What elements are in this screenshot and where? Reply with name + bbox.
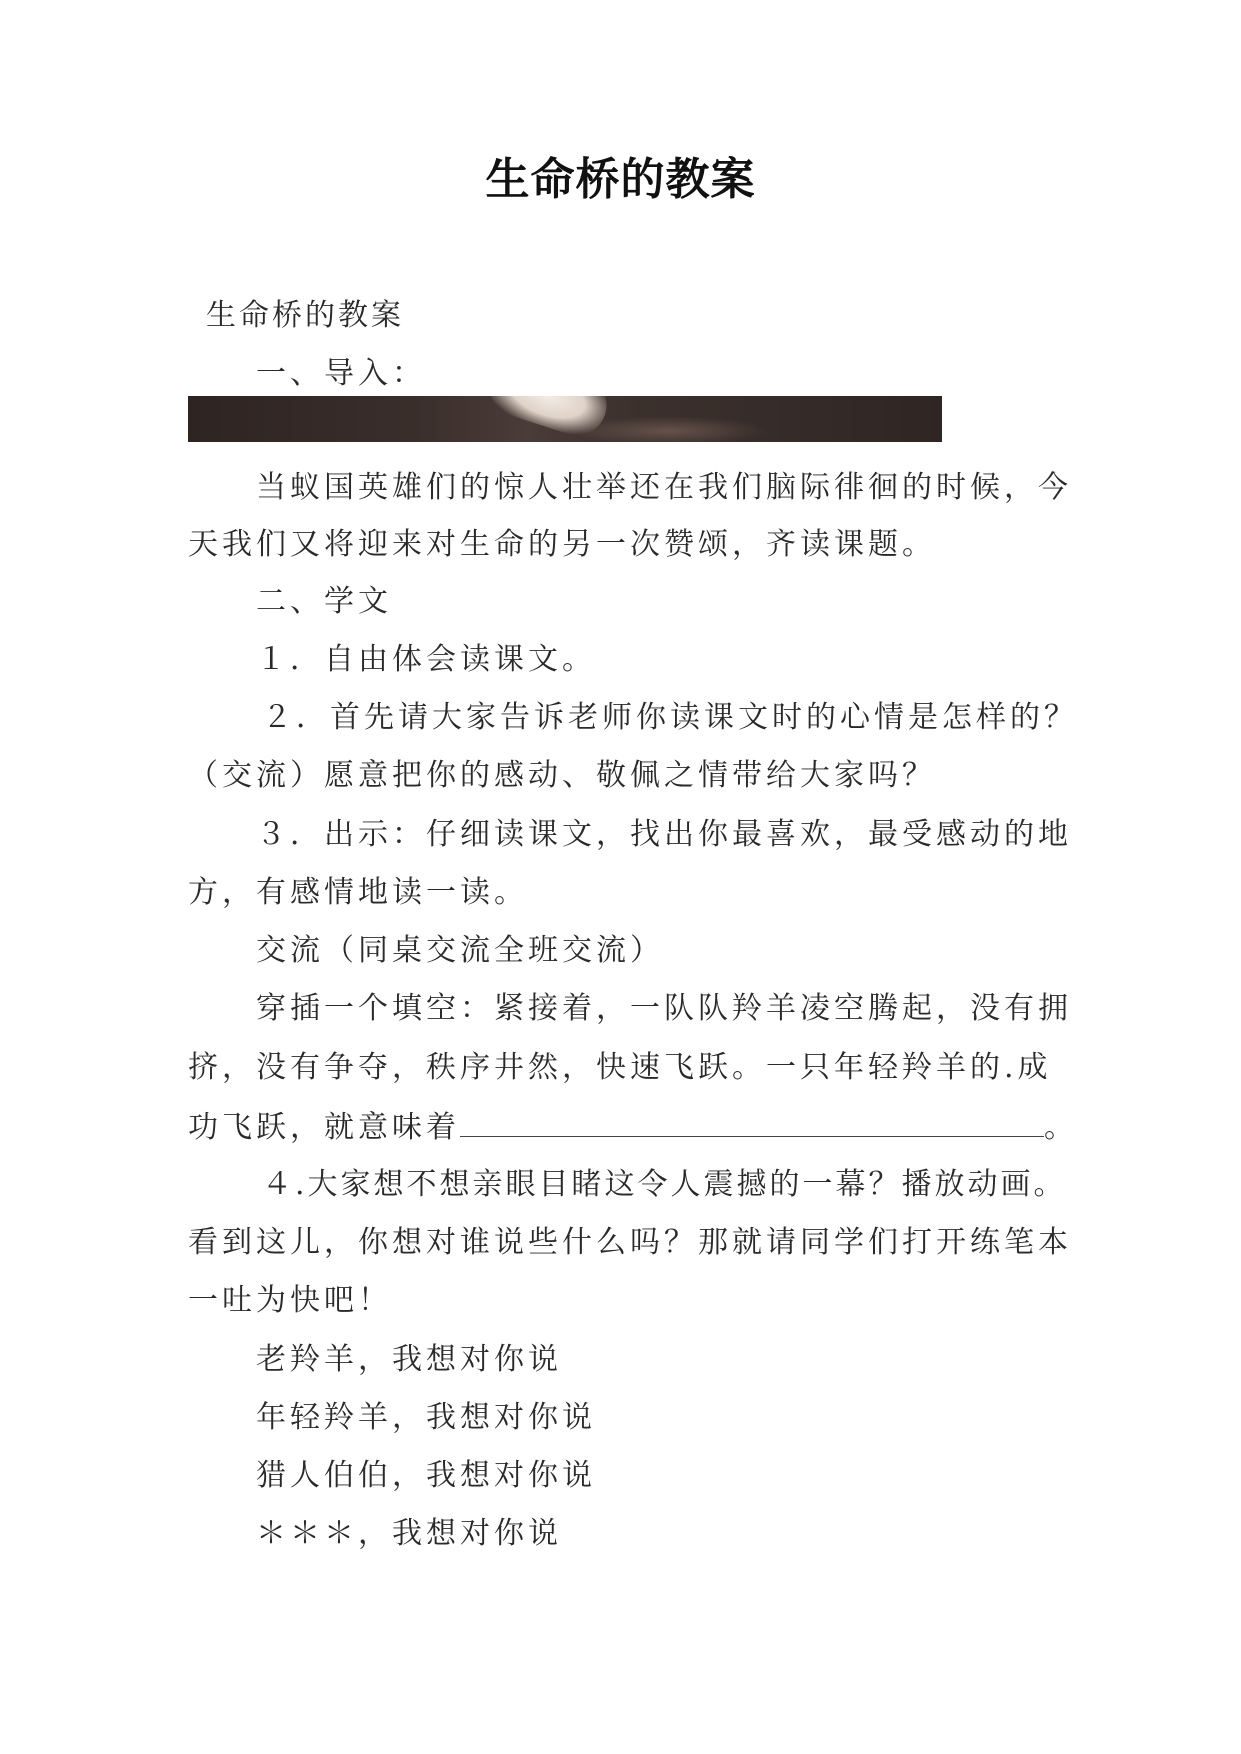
banner-image: [188, 396, 942, 442]
intro-paragraph-line-2: 天我们又将迎来对生命的另一次赞颂，齐读课题。: [188, 527, 936, 562]
intro-paragraph-line-1: 当蚁国英雄们的惊人壮举还在我们脑际徘徊的时候，今: [256, 470, 1072, 505]
fill-blank-suffix: 。: [1044, 1110, 1078, 1145]
step-3-line-1: ３．出示：仔细读课文，找出你最喜欢，最受感动的地: [256, 817, 1072, 852]
exchange-note: 交流（同桌交流全班交流）: [256, 933, 664, 968]
step-1: １．自由体会读课文。: [256, 642, 596, 677]
step-4-line-2: 看到这儿，你想对谁说些什么吗？那就请同学们打开练笔本: [188, 1225, 1072, 1260]
step-4-line-1: ４.大家想不想亲眼目睹这令人震撼的一幕？播放动画。: [262, 1167, 1067, 1202]
step-3-line-2: 方，有感情地读一读。: [188, 875, 528, 910]
step-4-line-3: 一吐为快吧！: [188, 1283, 392, 1318]
fill-blank-prefix: 功飞跃，就意味着: [188, 1110, 460, 1145]
section1-heading: 一、导入：: [256, 356, 426, 391]
section2-heading: 二、学文: [256, 584, 392, 619]
say-item-4: ＊＊＊，我想对你说: [256, 1516, 562, 1551]
say-item-1: 老羚羊，我想对你说: [256, 1342, 562, 1377]
say-item-3: 猎人伯伯，我想对你说: [256, 1458, 596, 1493]
step-2-line-2: （交流）愿意把你的感动、敬佩之情带给大家吗？: [188, 758, 936, 793]
step-2-line-1: ２．首先请大家告诉老师你读课文时的心情是怎样的？: [262, 700, 1078, 735]
fill-blank-line-2: 挤，没有争夺，秩序井然，快速飞跃。一只年轻羚羊的.成: [188, 1050, 1052, 1085]
document-title: 生命桥的教案: [485, 154, 756, 205]
fill-blank-line-1: 穿插一个填空：紧接着，一队队羚羊凌空腾起，没有拥: [256, 991, 1072, 1026]
say-item-2: 年轻羚羊，我想对你说: [256, 1400, 596, 1435]
subtitle: 生命桥的教案: [206, 298, 404, 333]
fill-blank-line-3: [188, 1106, 1078, 1148]
fill-blank-underline: [460, 1106, 1044, 1137]
